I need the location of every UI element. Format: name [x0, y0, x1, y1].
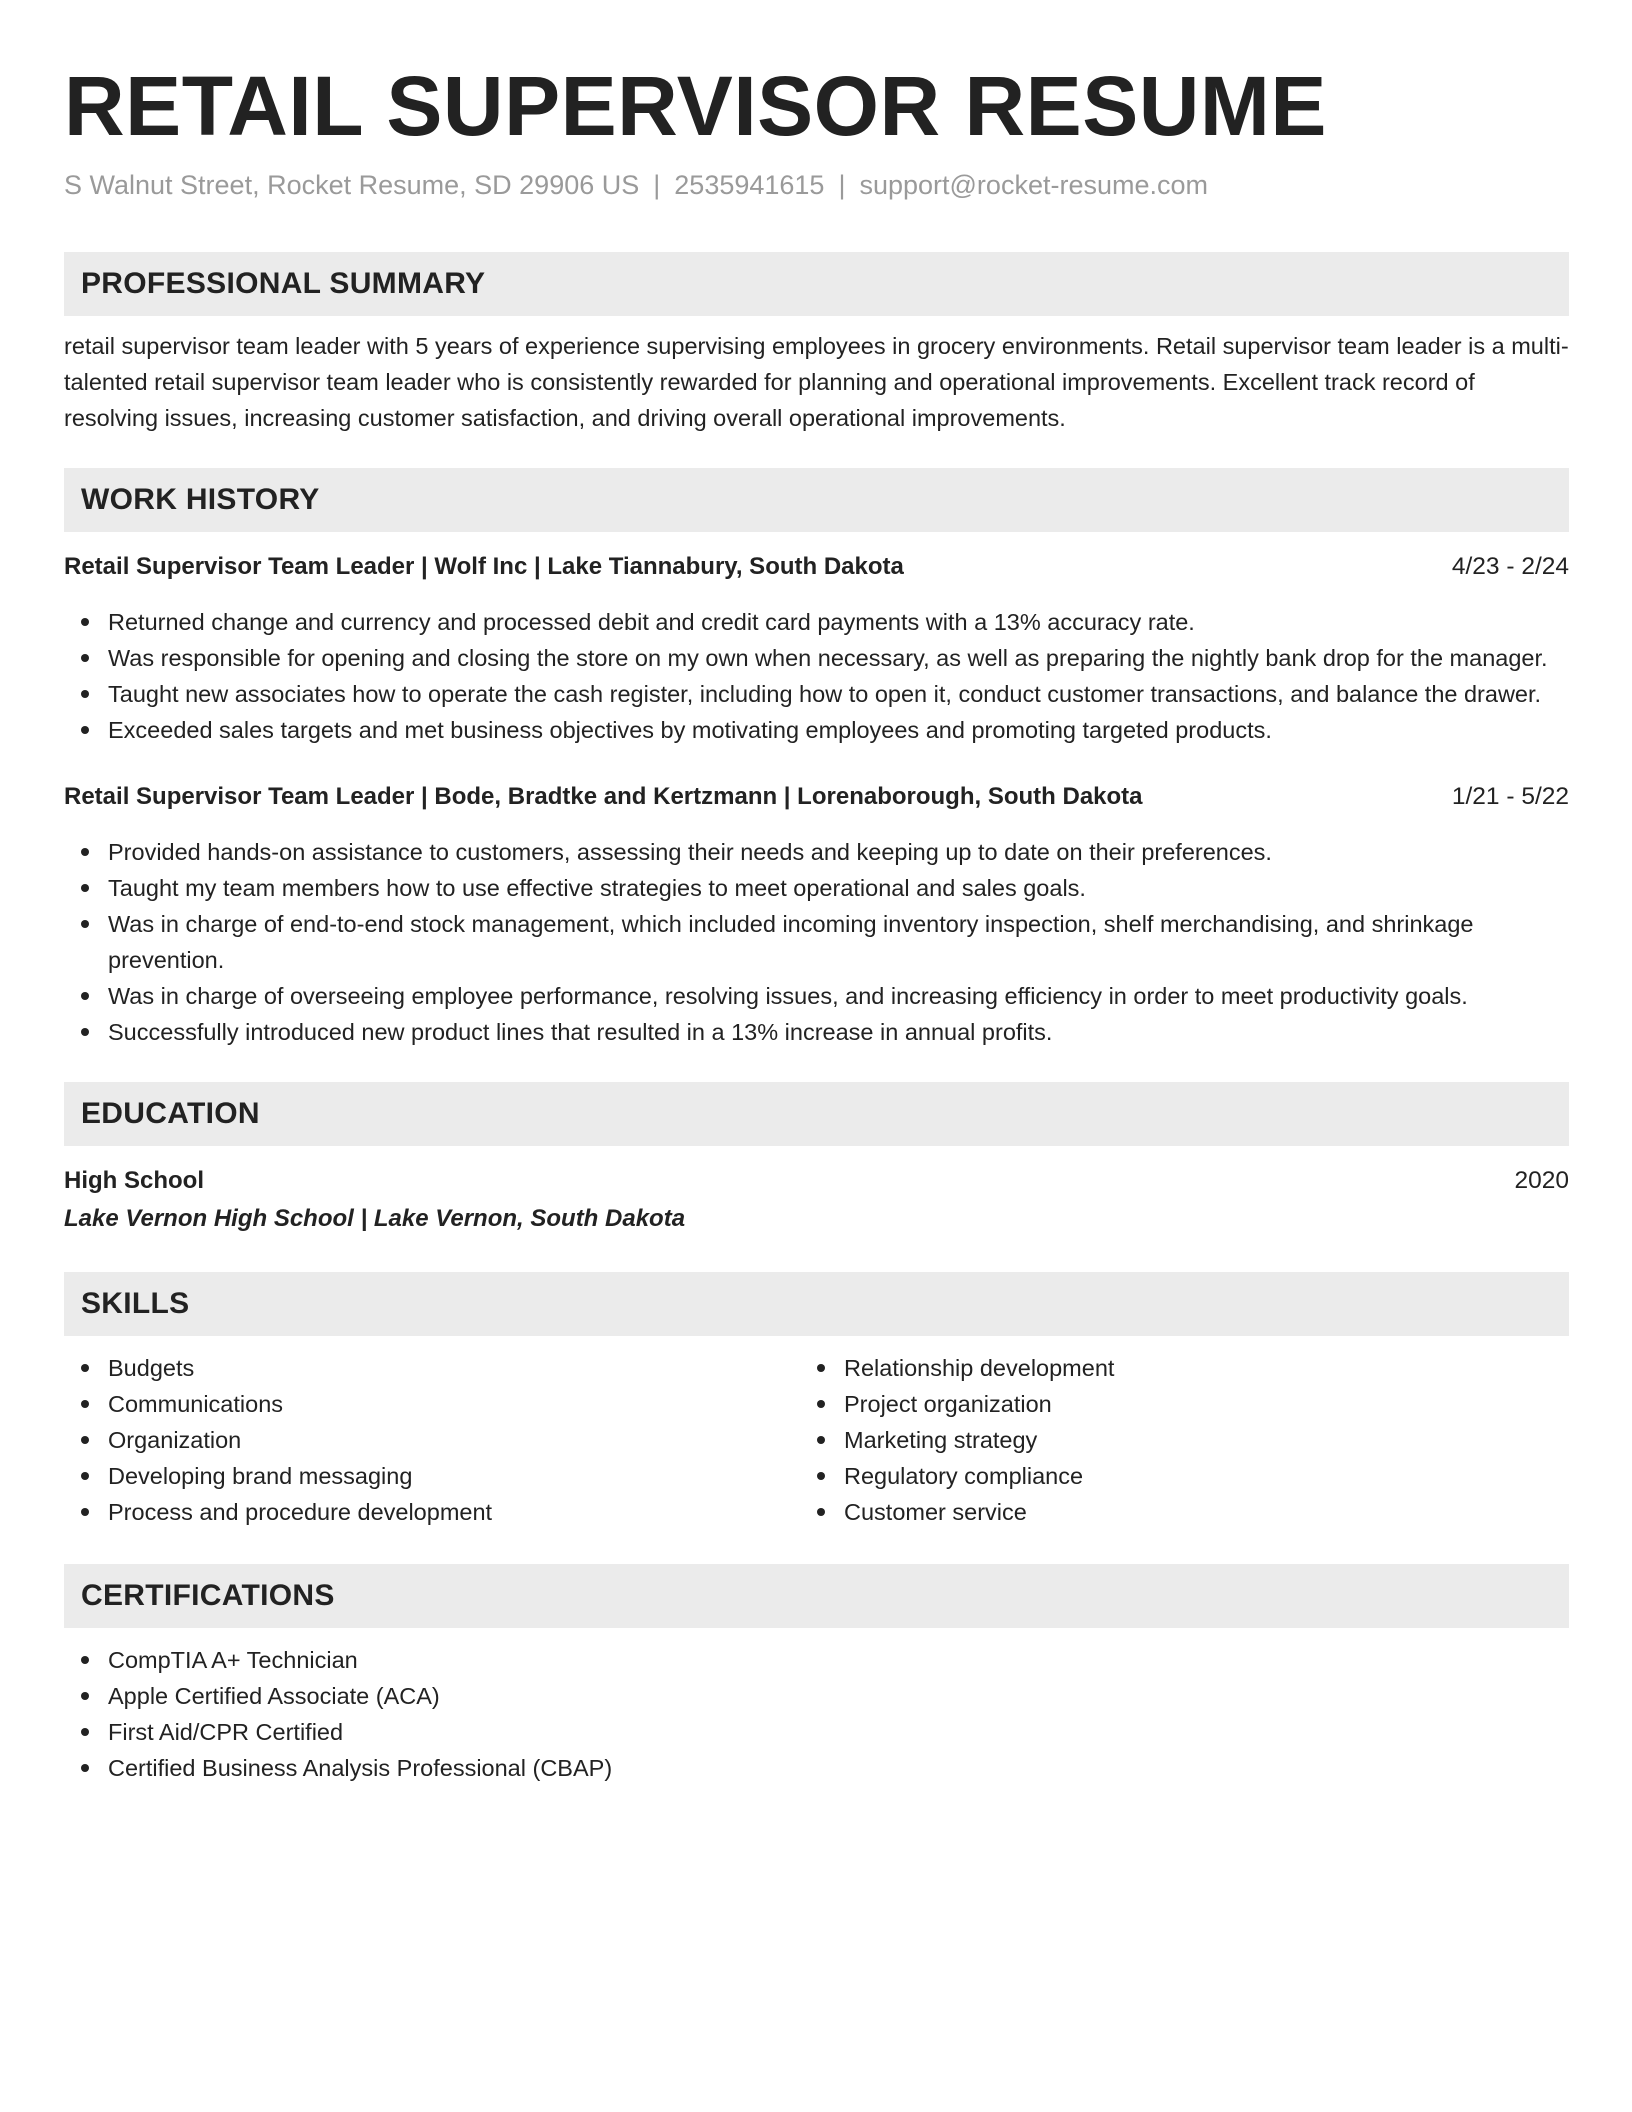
job-bullet: Was in charge of end-to-end stock management, which included incoming inventory inspection, shelf merchandising, and shrinkage prevention. [64, 906, 1569, 978]
job-bullet: Provided hands-on assistance to customers, assessing their needs and keeping up to date on their preferences. [64, 834, 1569, 870]
job-title: Retail Supervisor Team Leader | Wolf Inc | Lake Tiannabury, South Dakota [64, 553, 904, 580]
section-heading-summary: PROFESSIONAL SUMMARY [64, 252, 1569, 316]
section-heading-skills: SKILLS [64, 1272, 1569, 1336]
skills-column-right [800, 1350, 1569, 1530]
job-dates: 4/23 - 2/24 [1451, 553, 1569, 580]
skills-column-left [64, 1350, 800, 1530]
certification-item: Certified Business Analysis Professional (CBAP) [64, 1750, 1569, 1786]
job-bullet: Returned change and currency and processed debit and credit card payments with a 13% accuracy rate. [64, 604, 1569, 640]
skills-columns [64, 1350, 1569, 1530]
job-bullets [64, 834, 1569, 1050]
skills-list [800, 1350, 1569, 1530]
skill-item: Customer service [800, 1494, 1569, 1530]
section-heading-work-history: WORK HISTORY [64, 468, 1569, 532]
section-heading-education: EDUCATION [64, 1082, 1569, 1146]
section-heading-certifications: CERTIFICATIONS [64, 1564, 1569, 1628]
job-bullet: Successfully introduced new product lines that resulted in a 13% increase in annual profits. [64, 1014, 1569, 1050]
skill-item: Organization [64, 1422, 800, 1458]
contact-address: S Walnut Street, Rocket Resume, SD 29906 US [64, 170, 640, 200]
job-bullet: Was in charge of overseeing employee performance, resolving issues, and increasing efficiency in order to meet productivity goals. [64, 978, 1569, 1014]
certification-item: Apple Certified Associate (ACA) [64, 1678, 1569, 1714]
certification-item: First Aid/CPR Certified [64, 1714, 1569, 1750]
skill-item: Regulatory compliance [800, 1458, 1569, 1494]
job-title: Retail Supervisor Team Leader | Bode, Bradtke and Kertzmann | Lorenaborough, South Dakota [64, 783, 1143, 810]
education-school: Lake Vernon High School | Lake Vernon, South Dakota [64, 1205, 686, 1232]
skill-item: Communications [64, 1386, 800, 1422]
certifications-list [64, 1642, 1569, 1786]
skill-item: Marketing strategy [800, 1422, 1569, 1458]
job-bullet: Taught my team members how to use effective strategies to meet operational and sales goals. [64, 870, 1569, 906]
job-bullet: Taught new associates how to operate the cash register, including how to open it, conduct customer transactions, and balance the drawer. [64, 676, 1569, 712]
resume-title: RETAIL SUPERVISOR RESUME [64, 59, 1327, 153]
contact-separator: | [838, 170, 846, 200]
job-bullet: Exceeded sales targets and met business objectives by motivating employees and promoting targeted products. [64, 712, 1569, 748]
job-header [64, 780, 1569, 814]
contact-separator: | [653, 170, 661, 200]
contact-email: support@rocket-resume.com [859, 170, 1208, 200]
skill-item: Relationship development [800, 1350, 1569, 1386]
skills-list [64, 1350, 800, 1530]
certification-item: CompTIA A+ Technician [64, 1642, 1569, 1678]
job-bullet: Was responsible for opening and closing the store on my own when necessary, as well as preparing the nightly bank drop for the manager. [64, 640, 1569, 676]
job-dates: 1/21 - 5/22 [1451, 783, 1569, 810]
education-year: 2020 [1514, 1167, 1569, 1194]
job-entry [64, 550, 1569, 748]
job-bullets [64, 604, 1569, 748]
contact-phone: 2535941615 [674, 170, 825, 200]
job-header [64, 550, 1569, 584]
skill-item: Process and procedure development [64, 1494, 800, 1530]
skill-item: Developing brand messaging [64, 1458, 800, 1494]
skill-item: Budgets [64, 1350, 800, 1386]
skill-item: Project organization [800, 1386, 1569, 1422]
contact-line [64, 168, 1569, 202]
job-entry [64, 780, 1569, 1050]
education-header [64, 1164, 1569, 1198]
education-degree: High School [64, 1167, 204, 1194]
summary-text: retail supervisor team leader with 5 years of experience supervising employees in grocery environments. Retail supervisor team leader is a multi-talented retail supervisor team leader who is consistently rewarded for planning and operational improvements. Excellent track record of resolving issues, increasing customer satisfaction, and driving overall operational improvements. [64, 333, 1569, 431]
